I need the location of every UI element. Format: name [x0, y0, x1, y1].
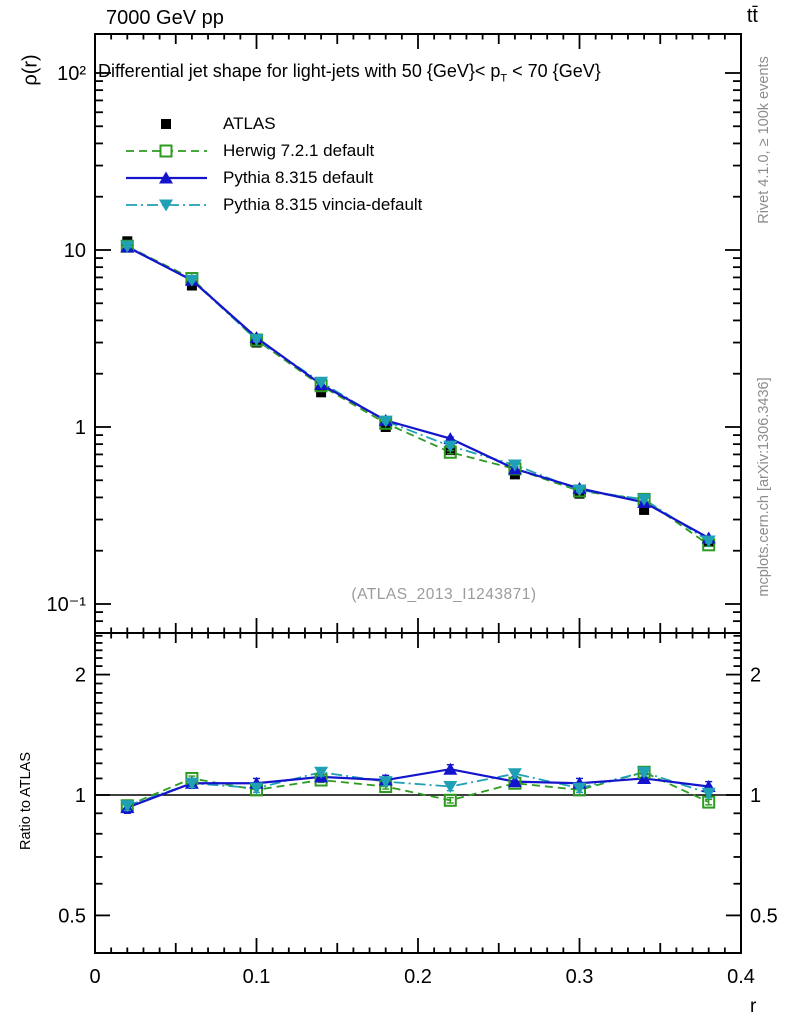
beam-energy-label: 7000 GeV pp [106, 7, 224, 29]
svg-text:0.2: 0.2 [404, 966, 432, 988]
legend-item-atlas [124, 110, 422, 137]
plot-title-pre: Differential jet shape for light-jets with 50 {GeV}< p [98, 61, 501, 81]
plot-title-subscript: T [500, 72, 508, 85]
legend-label-herwig: Herwig 7.2.1 default [223, 140, 375, 160]
main-panel-series [120, 236, 715, 550]
svg-text:0.5: 0.5 [58, 905, 86, 928]
svg-text:0.1: 0.1 [242, 966, 271, 988]
legend-item-pythia-default [124, 164, 422, 191]
svg-text:0.4: 0.4 [727, 966, 755, 988]
pythia-default-marker-icon [124, 167, 209, 189]
pythia-vincia-marker-icon [124, 194, 209, 216]
ratio-y-axis-title: Ratio to ATLAS [18, 751, 34, 851]
herwig-marker-icon [124, 140, 209, 162]
Pythia 8.315 default-curve [127, 247, 708, 538]
svg-text:1: 1 [750, 785, 762, 807]
main-y-axis-title: ρ(r) [19, 54, 42, 86]
svg-text:10⁻¹: 10⁻¹ [46, 594, 86, 616]
legend-label-atlas: ATLAS [223, 113, 276, 133]
legend-item-pythia-vincia [124, 191, 422, 218]
svg-text:0.5: 0.5 [750, 905, 778, 928]
Pythia 8.315 vincia-default-ratio-curve [127, 772, 708, 806]
x-axis-title: r [750, 996, 757, 1017]
legend-item-herwig [124, 137, 422, 164]
svg-text:2: 2 [750, 664, 762, 687]
ratio-panel-series [120, 763, 715, 814]
analysis-id-watermark: (ATLAS_2013_I1243871) [351, 586, 537, 603]
rivet-version-note: Rivet 4.1.0, ≥ 100k events [756, 56, 772, 224]
plot-title-post: < 70 {GeV} [507, 61, 601, 81]
legend-label-pythia-default: Pythia 8.315 default [223, 167, 374, 187]
Herwig 7.2.1 default-points [122, 241, 714, 551]
svg-text:1: 1 [74, 785, 86, 807]
svg-text:2: 2 [74, 664, 86, 687]
atlas-marker-icon [124, 113, 209, 135]
svg-text:0.3: 0.3 [565, 966, 594, 988]
mcplots-reference-note: mcplots.cern.ch [arXiv:1306.3436] [756, 377, 772, 597]
Pythia 8.315 default-ratio-points [120, 763, 715, 814]
Pythia 8.315 default-ratio-curve [127, 769, 708, 807]
svg-text:10: 10 [63, 240, 86, 262]
process-label: tt̄ [746, 5, 758, 27]
svg-text:10²: 10² [57, 63, 86, 85]
Herwig 7.2.1 default-ratio-points [122, 767, 714, 812]
legend [124, 110, 422, 218]
Herwig 7.2.1 default-curve [127, 246, 708, 545]
Pythia 8.315 vincia-default-points [120, 241, 715, 548]
ATLAS-points [122, 236, 713, 546]
plot-title [98, 61, 601, 85]
svg-text:1: 1 [74, 417, 86, 439]
legend-label-pythia-vincia: Pythia 8.315 vincia-default [223, 194, 423, 214]
svg-text:0: 0 [89, 966, 101, 988]
